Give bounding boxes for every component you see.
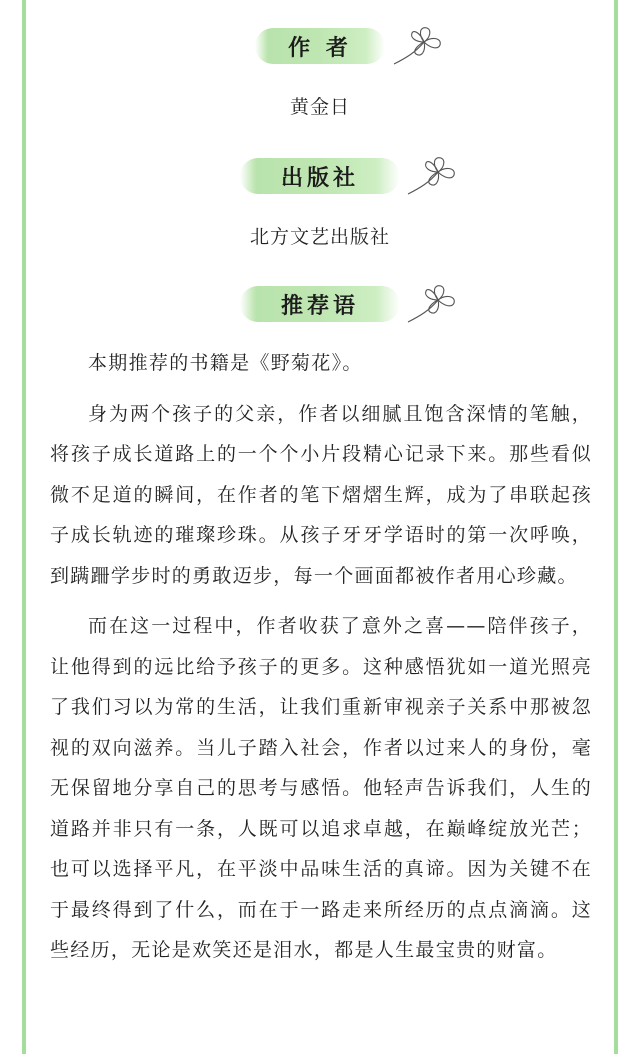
author-heading-block xyxy=(0,20,640,70)
recommendation-heading-block xyxy=(0,278,640,328)
clover-icon xyxy=(406,150,466,200)
publisher-heading-block xyxy=(0,150,640,200)
publisher-heading: 出版社 xyxy=(240,158,400,194)
paragraph: 而在这一过程中，作者收获了意外之喜——陪伴孩子，让他得到的远比给予孩子的更多。这种感悟犹如一道光照亮了我们习以为常的生活，让我们重新审视亲子关系中那被忽视的双向滋养。当儿子踏入社会，作者以过来人的身份，毫无保留地分享自己的思考与感悟。他轻声告诉我们，人生的道路并非只有一条，人既可以追求卓越，在巅峰绽放光芒；也可以选择平凡，在平淡中品味生活的真谛。因为关键不在于最终得到了什么，而在于一路走来所经历的点点滴滴。这些经历，无论是欢笑还是泪水，都是人生最宝贵的财富。 xyxy=(50,615,592,961)
recommendation-body xyxy=(50,343,592,981)
author-heading: 作 者 xyxy=(255,28,385,64)
clover-icon xyxy=(406,278,466,328)
paragraph: 身为两个孩子的父亲，作者以细腻且饱含深情的笔触，将孩子成长道路上的一个个小片段精心记录下来。那些看似微不足道的瞬间，在作者的笔下熠熠生辉，成为了串联起孩子成长轨迹的璀璨珍珠。从孩子牙牙学语时的第一次呼唤，到蹒跚学步时的勇敢迈步，每一个画面都被作者用心珍藏。 xyxy=(50,402,592,587)
recommendation-heading: 推荐语 xyxy=(240,286,400,322)
publisher-name: 北方文艺出版社 xyxy=(249,226,390,248)
paragraph: 本期推荐的书籍是《野菊花》。 xyxy=(88,352,363,374)
author-name: 黄金日 xyxy=(289,96,350,118)
clover-icon xyxy=(392,20,452,70)
